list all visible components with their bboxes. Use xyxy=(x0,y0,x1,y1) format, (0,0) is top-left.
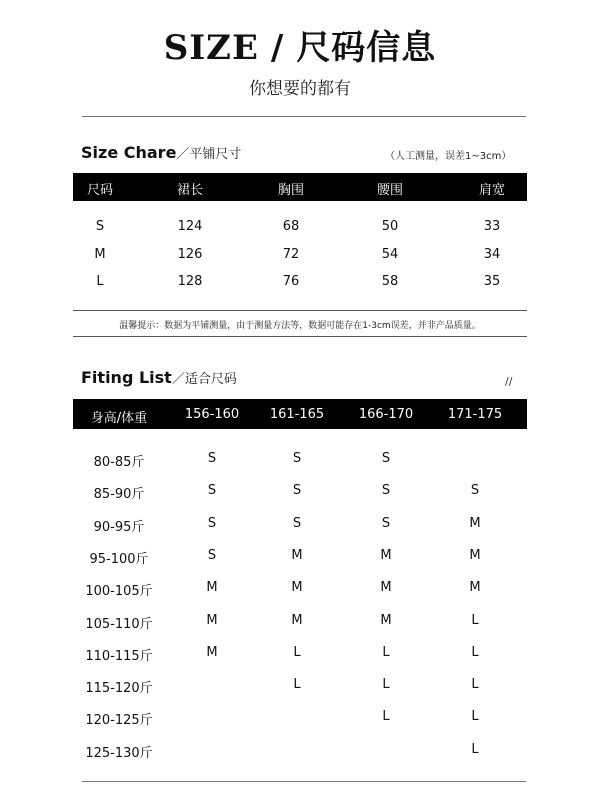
size-chart-header-cell: 裙长 xyxy=(176,183,203,198)
fitting-cell: M xyxy=(469,516,481,531)
fitting-cell: M xyxy=(206,580,218,595)
fitting-row-label: 90-95斤 xyxy=(93,520,145,535)
decorative-marks: // xyxy=(505,375,513,388)
size-chart-cell: 128 xyxy=(177,274,203,289)
fitting-row-label: 125-130斤 xyxy=(85,746,153,761)
size-chart-title-en: Size Chare xyxy=(81,143,177,162)
fitting-cell: S xyxy=(381,516,391,531)
fitting-cell: M xyxy=(291,580,303,595)
size-chart-cell: S xyxy=(95,219,105,234)
fitting-cell: M xyxy=(206,613,218,628)
fitting-cell: M xyxy=(380,548,392,563)
page-subtitle: 你想要的都有 xyxy=(249,79,351,99)
size-chart-cell: 72 xyxy=(282,247,300,262)
fitting-row-label: 100-105斤 xyxy=(85,584,153,599)
size-chart-header xyxy=(73,173,527,201)
fitting-cell: M xyxy=(206,645,218,660)
fitting-cell: S xyxy=(381,483,391,498)
size-chart-title xyxy=(81,143,241,162)
fitting-row-label: 110-115斤 xyxy=(85,649,153,664)
fitting-cell: L xyxy=(471,645,479,660)
fitting-cell: S xyxy=(207,451,217,466)
fitting-title-en: Fiting List xyxy=(81,368,172,387)
fitting-row-label: 115-120斤 xyxy=(85,681,153,696)
fitting-cell: M xyxy=(380,613,392,628)
fitting-cell: L xyxy=(471,677,479,692)
size-chart-cell: L xyxy=(96,274,104,289)
page-title xyxy=(0,20,600,69)
size-chart-cell: 76 xyxy=(282,274,300,289)
size-chart-cell: M xyxy=(94,247,106,262)
divider-top xyxy=(82,116,526,117)
fitting-header-cell: 身高/体重 xyxy=(90,411,148,426)
fitting-cell: L xyxy=(471,613,479,628)
size-chart-cell: 54 xyxy=(381,247,399,262)
fitting-cell: S xyxy=(207,548,217,563)
fitting-header-cell: 166-170 xyxy=(358,407,414,422)
size-chart-title-cn: ／平铺尺寸 xyxy=(176,147,242,162)
size-chart-header-cell: 尺码 xyxy=(86,183,113,198)
fitting-list-title xyxy=(81,368,237,387)
size-chart-cell: 124 xyxy=(177,219,203,234)
title-cn: 尺码信息 xyxy=(296,28,437,68)
fitting-cell: M xyxy=(380,580,392,595)
size-chart-cell: 58 xyxy=(381,274,399,289)
fitting-cell: L xyxy=(293,645,301,660)
fitting-header-cell: 171-175 xyxy=(447,407,503,422)
fitting-list-header xyxy=(73,399,527,429)
fitting-header-cell: 161-165 xyxy=(269,407,325,422)
fitting-cell: S xyxy=(292,483,302,498)
fitting-cell: M xyxy=(469,548,481,563)
fitting-cell: M xyxy=(291,548,303,563)
size-chart-header-cell: 腰围 xyxy=(376,183,403,198)
size-chart-header-cell: 肩宽 xyxy=(478,183,505,198)
fitting-row-label: 85-90斤 xyxy=(93,487,145,502)
fitting-row-label: 95-100斤 xyxy=(89,552,149,567)
fitting-cell: L xyxy=(382,645,390,660)
fitting-cell: S xyxy=(207,516,217,531)
divider-bottom xyxy=(82,781,526,782)
size-chart-cell: 33 xyxy=(483,219,501,234)
fitting-row-label: 80-85斤 xyxy=(93,455,145,470)
fitting-cell: L xyxy=(382,709,390,724)
divider-size-bottom xyxy=(73,336,527,337)
fitting-cell: S xyxy=(470,483,480,498)
size-chart-cell: 68 xyxy=(282,219,300,234)
fitting-cell: L xyxy=(471,709,479,724)
title-en: SIZE xyxy=(163,28,259,68)
fitting-cell: M xyxy=(469,580,481,595)
fitting-cell: S xyxy=(292,516,302,531)
fitting-title-cn: ／适合尺码 xyxy=(171,372,237,387)
fitting-row-label: 120-125斤 xyxy=(85,713,153,728)
fitting-header-cell: 156-160 xyxy=(184,407,240,422)
warm-tip: 温馨提示：数据为平铺测量，由于测量方法等，数据可能存在1-3cm误差，并非产品质量。 xyxy=(119,321,481,331)
size-chart-header-cell: 胸围 xyxy=(277,183,304,198)
fitting-cell: L xyxy=(382,677,390,692)
fitting-row-label: 105-110斤 xyxy=(85,617,153,632)
title-slash: / xyxy=(270,28,285,68)
measurement-note: （人工测量，误差1~3cm） xyxy=(385,151,512,162)
fitting-cell: L xyxy=(293,677,301,692)
size-chart-cell: 50 xyxy=(381,219,399,234)
size-chart-cell: 35 xyxy=(483,274,501,289)
fitting-cell: S xyxy=(292,451,302,466)
fitting-cell: S xyxy=(207,483,217,498)
fitting-cell: S xyxy=(381,451,391,466)
fitting-cell: L xyxy=(471,742,479,757)
size-chart-cell: 126 xyxy=(177,247,203,262)
divider-size-top xyxy=(73,310,527,311)
size-chart-cell: 34 xyxy=(483,247,501,262)
fitting-cell: M xyxy=(291,613,303,628)
